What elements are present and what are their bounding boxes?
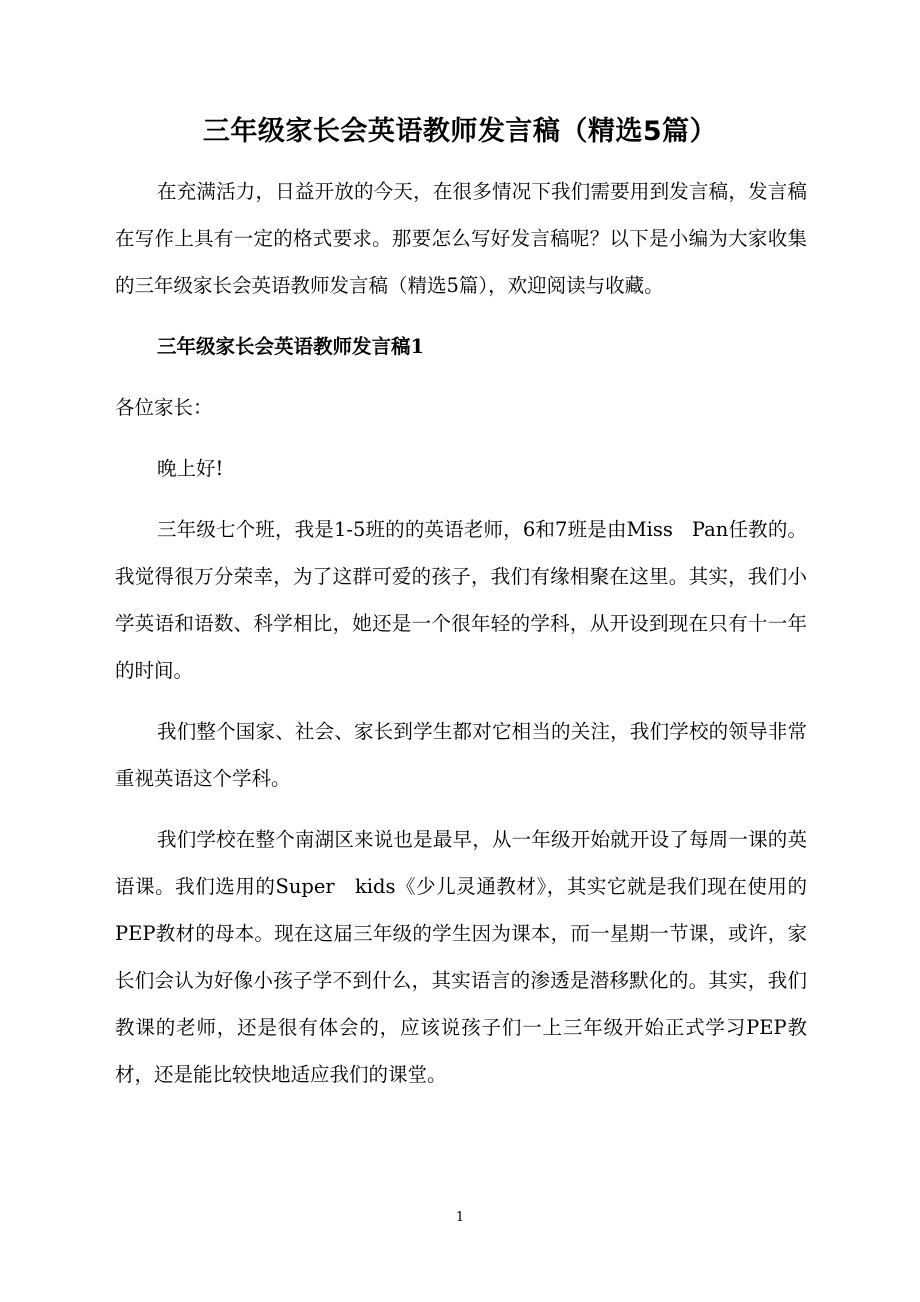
salutation: 各位家长： bbox=[115, 396, 213, 419]
intro-paragraph: 在充满活力，日益开放的今天，在很多情况下我们需要用到发言稿，发言稿在写作上具有一定的格式要求。那要怎么写好发言稿呢？以下是小编为大家收集的三年级家长会英语教师发言稿（精选5篇），欢迎阅读与收藏。 bbox=[115, 180, 807, 297]
body-paragraph-1: 三年级七个班，我是1-5班的的英语老师，6和7班是由Miss Pan任教的。我觉得很万分荣幸，为了这群可爱的孩子，我们有缘相聚在这里。其实，我们小学英语和语数、科学相比，她还是一个很年轻的学科，从开设到现在只有十一年的时间。 bbox=[115, 518, 807, 682]
document-title: 三年级家长会英语教师发言稿（精选5篇） bbox=[202, 116, 718, 147]
greeting: 晚上好! bbox=[157, 457, 224, 480]
section-heading: 三年级家长会英语教师发言稿1 bbox=[157, 335, 425, 358]
page-number: 1 bbox=[455, 1210, 465, 1225]
document-body bbox=[115, 168, 807, 1112]
body-paragraph-2: 我们整个国家、社会、家长到学生都对它相当的关注，我们学校的领导非常重视英语这个学科。 bbox=[115, 720, 807, 790]
body-paragraph-3: 我们学校在整个南湖区来说也是最早，从一年级开始就开设了每周一课的英语课。我们选用的Super kids《少儿灵通教材》，其实它就是我们现在使用的PEP教材的母本。现在这届三年级的学生因为课本，而一星期一节课，或许，家长们会认为好像小孩子学不到什么，其实语言的渗透是潜移默化的。其实，我们教课的老师，还是很有体会的，应该说孩子们一上三年级开始正式学习PEP教材，还是能比较快地适应我们的课堂。 bbox=[115, 828, 807, 1086]
